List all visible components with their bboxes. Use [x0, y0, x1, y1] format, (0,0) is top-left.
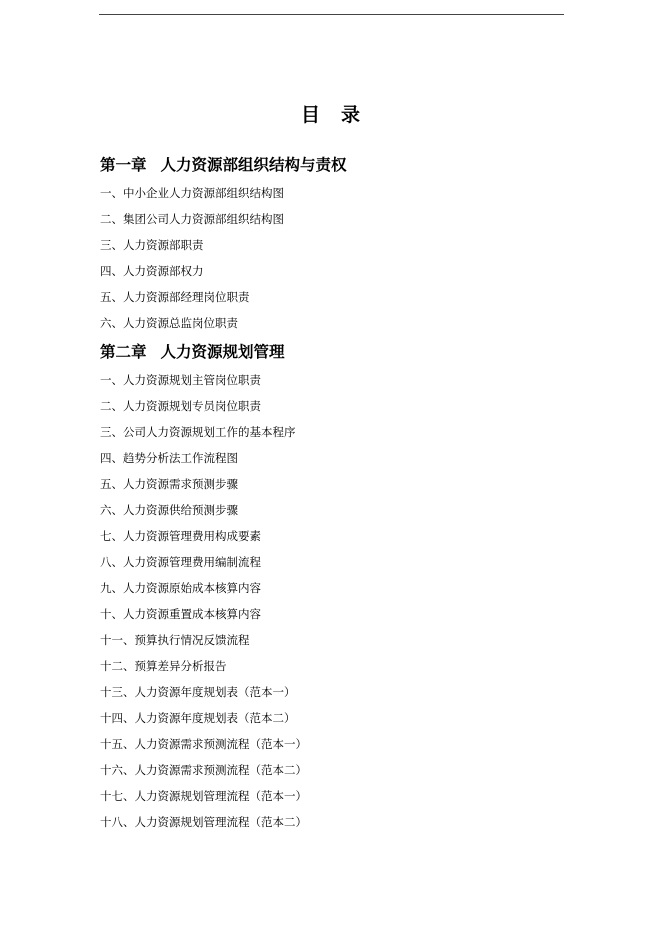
toc-item[interactable]: 十四、人力资源年度规划表（范本二）: [100, 711, 296, 725]
page-title: 目 录: [300, 104, 361, 126]
toc-item[interactable]: 八、人力资源管理费用编制流程: [100, 555, 261, 569]
toc-item[interactable]: 三、人力资源部职责: [100, 238, 204, 252]
toc-item[interactable]: 五、人力资源部经理岗位职责: [100, 290, 250, 304]
toc-item[interactable]: 六、人力资源总监岗位职责: [100, 316, 238, 330]
toc-item[interactable]: 二、人力资源规划专员岗位职责: [100, 399, 261, 413]
toc-item[interactable]: 四、趋势分析法工作流程图: [100, 451, 238, 465]
toc-item[interactable]: 六、人力资源供给预测步骤: [100, 503, 238, 517]
toc-item[interactable]: 七、人力资源管理费用构成要素: [100, 529, 261, 543]
toc-item[interactable]: 四、人力资源部权力: [100, 264, 204, 278]
chapter-heading[interactable]: [100, 340, 570, 371]
chapter-title: 人力资源部组织结构与责权: [160, 155, 347, 174]
chapter-heading[interactable]: [100, 153, 570, 184]
toc-item[interactable]: 十一、预算执行情况反馈流程: [100, 633, 250, 647]
chapter-number: 第一章: [100, 155, 147, 174]
header-rule: [99, 14, 564, 15]
toc-item[interactable]: 九、人力资源原始成本核算内容: [100, 581, 261, 595]
toc-item[interactable]: 三、公司人力资源规划工作的基本程序: [100, 425, 296, 439]
chapter-title: 人力资源规划管理: [160, 342, 285, 361]
toc-item[interactable]: 一、人力资源规划主管岗位职责: [100, 373, 261, 387]
chapter-number: 第二章: [100, 342, 147, 361]
toc-item[interactable]: 十五、人力资源需求预测流程（范本一）: [100, 737, 307, 751]
toc-item[interactable]: 二、集团公司人力资源部组织结构图: [100, 212, 284, 226]
toc-item[interactable]: 十七、人力资源规划管理流程（范本一）: [100, 789, 307, 803]
toc-item[interactable]: 十三、人力资源年度规划表（范本一）: [100, 685, 296, 699]
toc-item[interactable]: 十二、预算差异分析报告: [100, 659, 227, 673]
toc-item[interactable]: 五、人力资源需求预测步骤: [100, 477, 238, 491]
toc-item[interactable]: 十、人力资源重置成本核算内容: [100, 607, 261, 621]
table-of-contents: [100, 153, 570, 839]
toc-item[interactable]: 十八、人力资源规划管理流程（范本二）: [100, 815, 307, 829]
toc-item[interactable]: 一、中小企业人力资源部组织结构图: [100, 186, 284, 200]
toc-item[interactable]: 十六、人力资源需求预测流程（范本二）: [100, 763, 307, 777]
